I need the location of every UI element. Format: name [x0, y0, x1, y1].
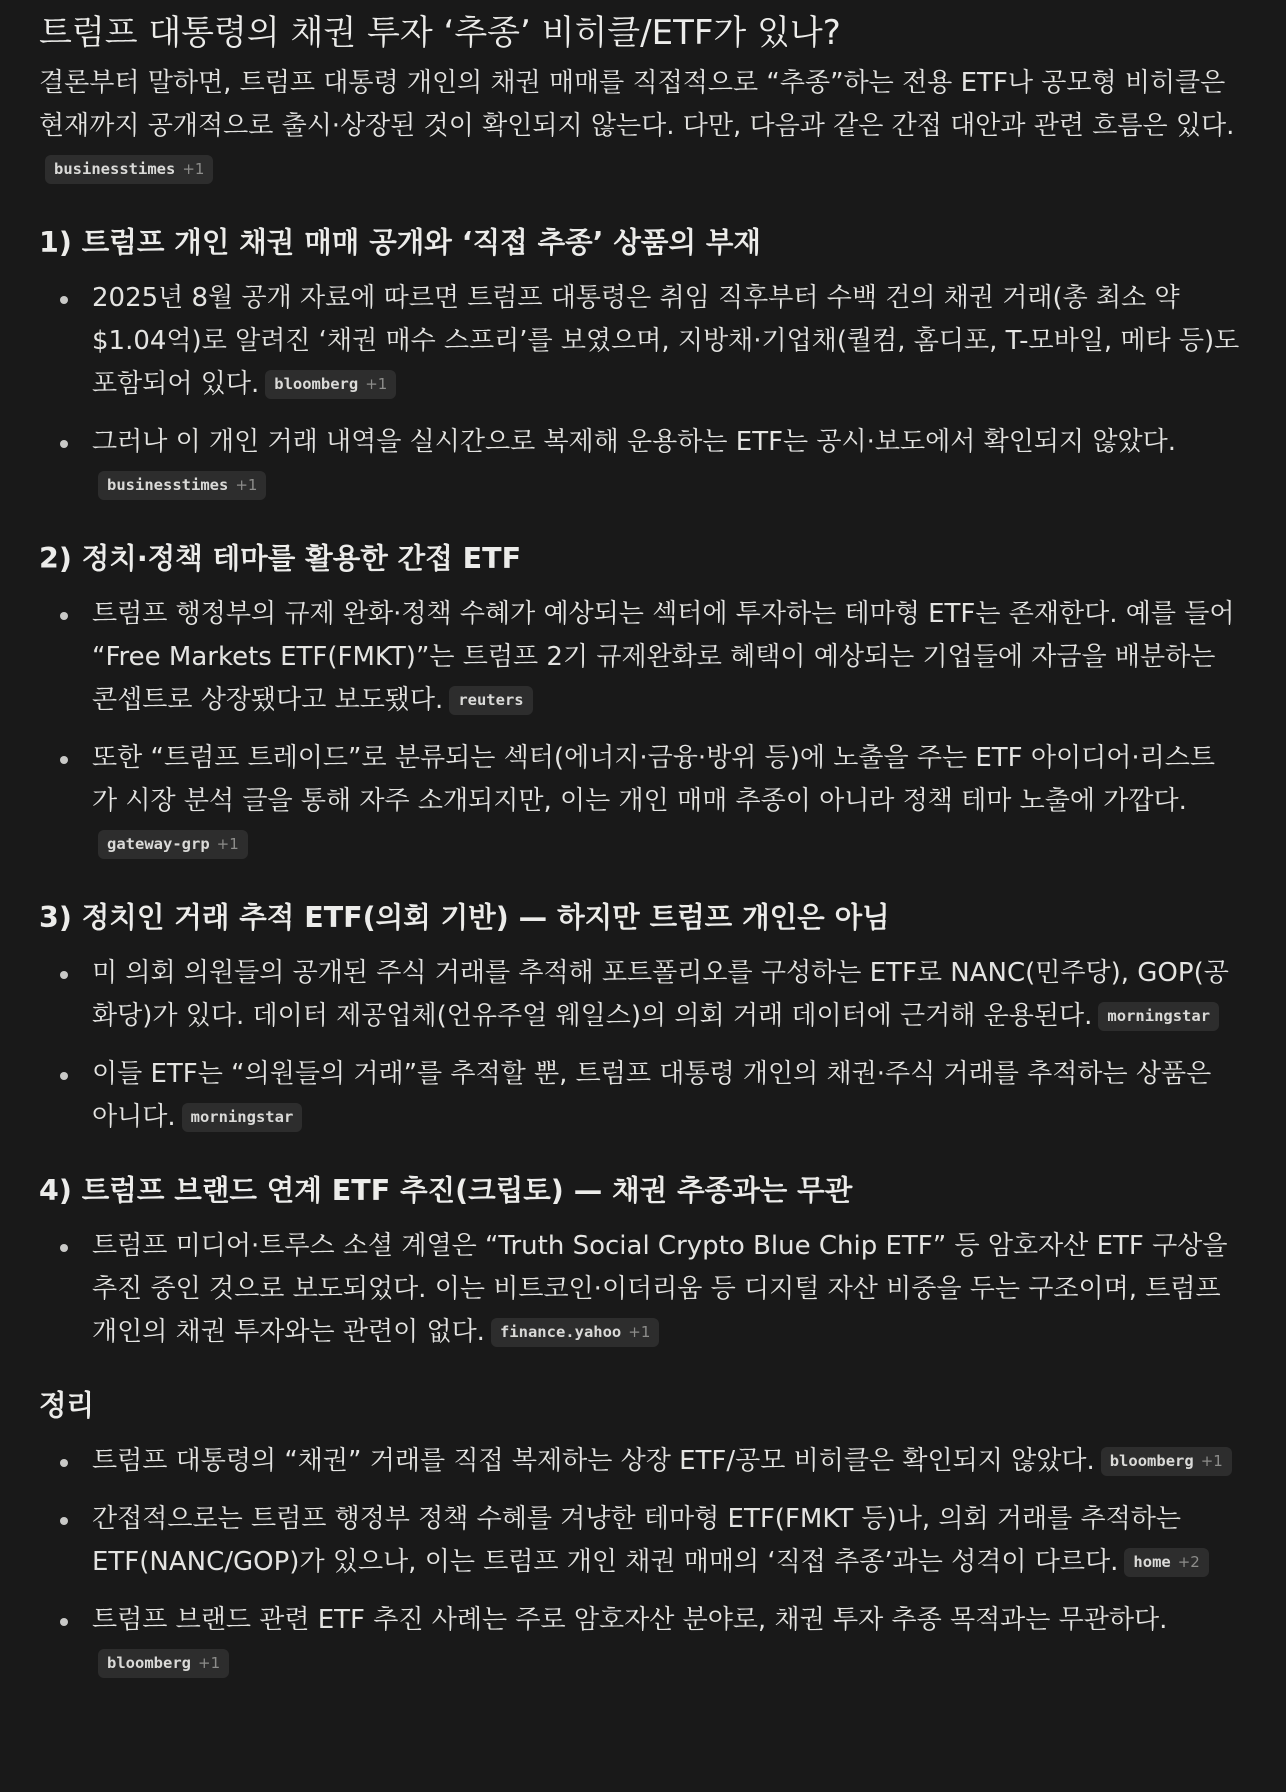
- bullet-list: [39, 593, 1240, 866]
- citation-source: morningstar: [1107, 1007, 1211, 1025]
- section-heading: 3) 정치인 거래 추적 ETF(의회 기반) — 하지만 트럼프 개인은 아님: [39, 901, 890, 934]
- citation-chip[interactable]: [1098, 1002, 1219, 1031]
- citation-source: reuters: [458, 691, 524, 709]
- bullet-list: [39, 952, 1240, 1139]
- bullet-list: [39, 277, 1240, 507]
- bullet-item: [92, 1599, 1240, 1685]
- bullet-item: [92, 1498, 1240, 1584]
- citation-chip[interactable]: [98, 1649, 229, 1678]
- intro-text: 결론부터 말하면, 트럼프 대통령 개인의 채권 매매를 직접적으로 “추종”하는 전용 ETF나 공모형 비히클은 현재까지 공개적으로 출시·상장된 것이 확인되지 않는다. 다만, 다음과 같은 간접 대안과 관련 흐름은 있다.: [39, 68, 1235, 141]
- citation-source: finance.yahoo: [499, 1323, 622, 1341]
- citation-source: bloomberg: [1109, 1452, 1194, 1470]
- citation-count: +1: [628, 1323, 651, 1341]
- citation-source: bloomberg: [107, 1654, 191, 1672]
- bullet-item: [92, 593, 1240, 722]
- section-heading: 1) 트럼프 개인 채권 매매 공개와 ‘직접 추종’ 상품의 부재: [39, 226, 761, 259]
- section-heading: 정리: [39, 1389, 95, 1422]
- bullet-item: [92, 737, 1240, 866]
- answer-title: 트럼프 대통령의 채권 투자 ‘추종’ 비히클/ETF가 있나?: [39, 13, 841, 53]
- bullet-list: [39, 1225, 1240, 1354]
- bullet-text: 2025년 8월 공개 자료에 따르면 트럼프 대통령은 취임 직후부터 수백 건의 채권 거래(총 최소 약 $1.04억)로 알려진 ‘채권 매수 스프리’를 보였으며, 지방채·기업채(퀄컴, 홈디포, T-모바일, 메타 등)도 포함되어 있다.: [92, 283, 1240, 399]
- citation-count: +1: [182, 160, 205, 178]
- section-heading: 2) 정치·정책 테마를 활용한 간접 ETF: [39, 542, 522, 575]
- citation-chip[interactable]: [98, 471, 266, 500]
- citation-source: morningstar: [190, 1108, 294, 1126]
- citation-chip[interactable]: [1101, 1447, 1232, 1476]
- citation-count: +1: [216, 835, 239, 853]
- citation-chip[interactable]: [491, 1318, 659, 1347]
- citation-count: +1: [235, 476, 258, 494]
- citation-chip[interactable]: [265, 370, 396, 399]
- citation-source: bloomberg: [274, 375, 359, 393]
- bullet-text: 이들 ETF는 “의원들의 거래”를 추적할 뿐, 트럼프 대통령 개인의 채권·주식 거래를 추적하는 상품은 아니다.: [92, 1059, 1212, 1132]
- citation-chip[interactable]: [182, 1103, 303, 1132]
- citation-count: +1: [198, 1654, 221, 1672]
- bullet-text: 간접적으로는 트럼프 행정부 정책 수혜를 겨냥한 테마형 ETF(FMKT 등)나, 의회 거래를 추적하는 ETF(NANC/GOP)가 있으나, 이는 트럼프 개인 채권 매매의 ‘직접 추종’과는 성격이 다르다.: [92, 1504, 1181, 1577]
- bullet-item: [92, 277, 1240, 406]
- citation-source: businesstimes: [107, 476, 229, 494]
- bullet-item: [92, 1440, 1240, 1483]
- bullet-item: [92, 1053, 1240, 1139]
- bullet-list: [39, 1440, 1240, 1685]
- citation-chip[interactable]: [45, 155, 213, 184]
- bullet-text: 그러나 이 개인 거래 내역을 실시간으로 복제해 운용하는 ETF는 공시·보도에서 확인되지 않았다.: [92, 427, 1176, 457]
- citation-source: businesstimes: [54, 160, 176, 178]
- intro-paragraph: [39, 62, 1240, 191]
- citation-count: +1: [365, 375, 388, 393]
- section-heading: 4) 트럼프 브랜드 연계 ETF 추진(크립토) — 채권 추종과는 무관: [39, 1174, 853, 1207]
- citation-source: home: [1133, 1553, 1171, 1571]
- bullet-text: 미 의회 의원들의 공개된 주식 거래를 추적해 포트폴리오를 구성하는 ETF로 NANC(민주당), GOP(공화당)가 있다. 데이터 제공업체(언유주얼 웨일스)의 의회 거래 데이터에 근거해 운용된다.: [92, 958, 1229, 1031]
- citation-count: +2: [1177, 1553, 1200, 1571]
- bullet-text: 또한 “트럼프 트레이드”로 분류되는 섹터(에너지·금융·방위 등)에 노출을 주는 ETF 아이디어·리스트가 시장 분석 글을 통해 자주 소개되지만, 이는 개인 매매 추종이 아니라 정책 테마 노출에 가깝다.: [92, 743, 1215, 816]
- bullet-text: 트럼프 미디어·트루스 소셜 계열은 “Truth Social Crypto Blue Chip ETF” 등 암호자산 ETF 구상을 추진 중인 것으로 보도되었다. 이는 비트코인·이더리움 등 디지털 자산 비중을 두는 구조이며, 트럼프 개인의 채권 투자와는 관련이 없다.: [92, 1231, 1228, 1347]
- citation-chip[interactable]: [1124, 1548, 1208, 1577]
- citation-count: +1: [1200, 1452, 1223, 1470]
- answer-sections: [39, 221, 1240, 1685]
- bullet-item: [92, 952, 1240, 1038]
- citation-chip[interactable]: [98, 830, 248, 859]
- bullet-text: 트럼프 대통령의 “채권” 거래를 직접 복제하는 상장 ETF/공모 비히클은 확인되지 않았다.: [92, 1446, 1095, 1476]
- bullet-item: [92, 421, 1240, 507]
- citation-chip[interactable]: [449, 686, 532, 715]
- citation-source: gateway-grp: [107, 835, 210, 853]
- bullet-text: 트럼프 브랜드 관련 ETF 추진 사례는 주로 암호자산 분야로, 채권 투자 추종 목적과는 무관하다.: [92, 1605, 1168, 1635]
- bullet-item: [92, 1225, 1240, 1354]
- bullet-text: 트럼프 행정부의 규제 완화·정책 수혜가 예상되는 섹터에 투자하는 테마형 ETF는 존재한다. 예를 들어 “Free Markets ETF(FMKT)”는 트럼프 2기 규제완화로 혜택이 예상되는 기업들에 자금을 배분하는 콘셉트로 상장됐다고 보도됐다.: [92, 599, 1235, 715]
